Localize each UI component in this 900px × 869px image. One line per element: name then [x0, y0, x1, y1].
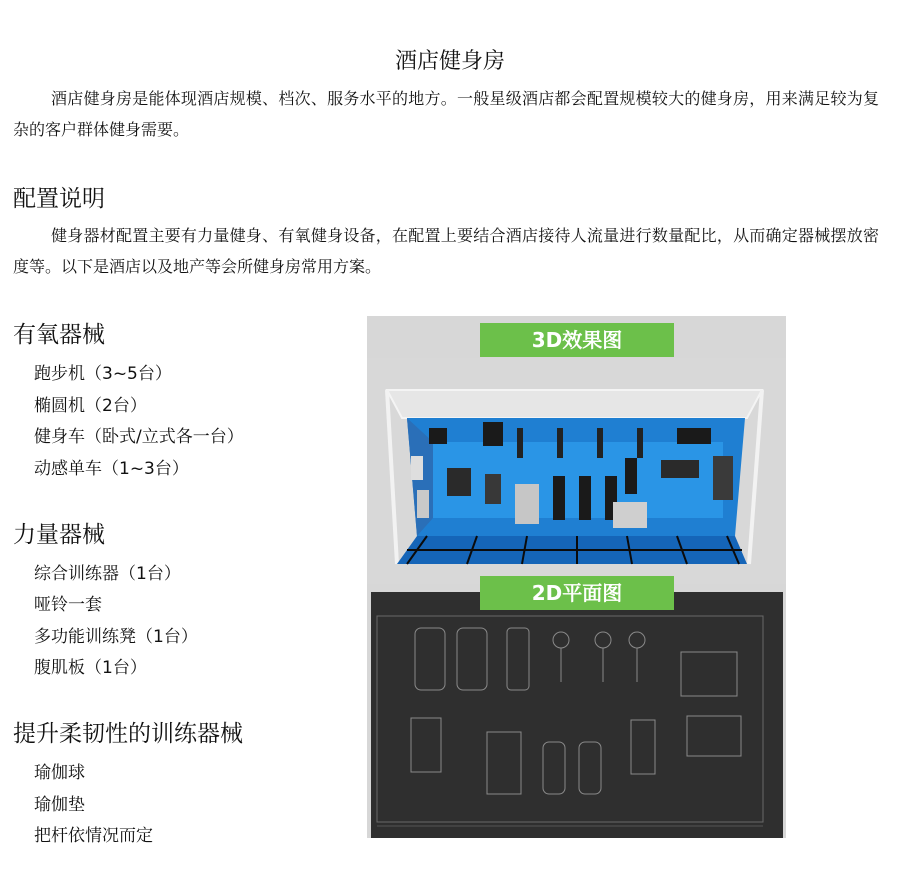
- list-item: 跑步机（3~5台）: [34, 364, 172, 384]
- list-item: 瑜伽垫: [34, 795, 85, 815]
- gym-2d-floor-plan: [371, 592, 783, 838]
- list-item: 瑜伽球: [34, 763, 85, 783]
- config-paragraph: 健身器材配置主要有力量健身、有氧健身设备，在配置上要结合酒店接待人流量进行数量配比，从而确定器械摆放密度等。以下是酒店以及地产等会所健身房常用方案。: [13, 226, 879, 276]
- list-item: 椭圆机（2台）: [34, 396, 147, 416]
- flexibility-heading: 提升柔韧性的训练器械: [13, 721, 243, 747]
- aerobic-heading: 有氧器械: [13, 322, 105, 348]
- badge-2d-plan: 2D平面图: [480, 576, 674, 610]
- list-item: 多功能训练凳（1台）: [34, 627, 198, 647]
- list-item: 腹肌板（1台）: [34, 658, 147, 678]
- list-item: 动感单车（1~3台）: [34, 459, 189, 479]
- list-item: 综合训练器（1台）: [34, 564, 181, 584]
- list-item: 健身车（卧式/立式各一台）: [34, 427, 244, 447]
- gym-layout-image: [367, 316, 786, 838]
- list-item: 哑铃一套: [34, 595, 102, 615]
- strength-heading: 力量器械: [13, 522, 105, 548]
- intro-paragraph: 酒店健身房是能体现酒店规模、档次、服务水平的地方。一般星级酒店都会配置规模较大的健身房，用来满足较为复杂的客户群体健身需要。: [13, 89, 879, 139]
- gym-3d-render: [367, 358, 786, 584]
- badge-3d-render: 3D效果图: [480, 323, 674, 357]
- config-heading: 配置说明: [13, 186, 105, 212]
- list-item: 把杆依情况而定: [34, 826, 153, 846]
- page-title: 酒店健身房: [394, 49, 505, 74]
